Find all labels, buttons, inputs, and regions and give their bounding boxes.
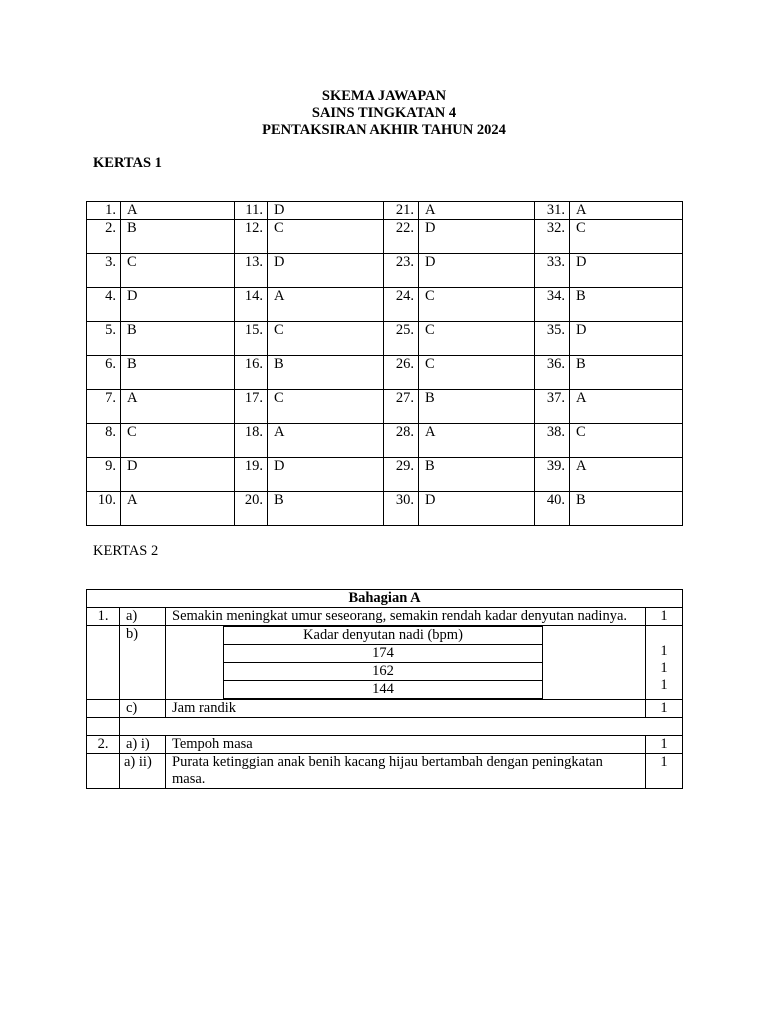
question-number: 7. xyxy=(87,390,121,424)
bahagian-a-table xyxy=(86,589,683,789)
question-number: 40. xyxy=(535,492,570,526)
question-number: 34. xyxy=(535,288,570,322)
answer-letter: B xyxy=(570,492,683,526)
question-number: 17. xyxy=(235,390,268,424)
answer-letter: C xyxy=(268,322,384,356)
answer-letter: B xyxy=(570,288,683,322)
pulse-rate-header: Kadar denyutan nadi (bpm) xyxy=(224,627,543,645)
table-row xyxy=(87,356,683,390)
table-row xyxy=(87,492,683,526)
question-number: 20. xyxy=(235,492,268,526)
question-number: 2. xyxy=(87,736,120,754)
answer-letter: D xyxy=(419,492,535,526)
marks-cell xyxy=(646,626,683,700)
answer-letter: C xyxy=(570,424,683,458)
table-row xyxy=(87,202,683,220)
table-row xyxy=(87,220,683,254)
question-number: 21. xyxy=(384,202,419,220)
question-number: 11. xyxy=(235,202,268,220)
answer-letter: C xyxy=(121,254,235,288)
question-number: 22. xyxy=(384,220,419,254)
header-assessment: PENTAKSIRAN AKHIR TAHUN 2024 xyxy=(262,122,506,138)
table-row xyxy=(87,254,683,288)
answer-letter: B xyxy=(121,356,235,390)
spacer-row xyxy=(87,718,683,736)
question-number: 1. xyxy=(87,202,121,220)
question-number: 19. xyxy=(235,458,268,492)
kertas1-answer-table xyxy=(86,201,683,526)
answer-letter: B xyxy=(570,356,683,390)
answer-letter: D xyxy=(570,254,683,288)
answer-text: Purata ketinggian anak benih kacang hijau bertambah dengan peningkatan masa. xyxy=(166,754,646,789)
answer-letter: A xyxy=(570,202,683,220)
question-number: 12. xyxy=(235,220,268,254)
table-row xyxy=(87,458,683,492)
answer-text: Tempoh masa xyxy=(166,736,646,754)
question-number: 39. xyxy=(535,458,570,492)
question-number: 30. xyxy=(384,492,419,526)
question-number: 36. xyxy=(535,356,570,390)
question-number: 33. xyxy=(535,254,570,288)
question-number: 38. xyxy=(535,424,570,458)
question-number: 27. xyxy=(384,390,419,424)
mark: 1 xyxy=(646,608,683,626)
answer-letter: C xyxy=(570,220,683,254)
pulse-rate-table xyxy=(223,626,543,699)
kertas1-title: KERTAS 1 xyxy=(93,155,162,171)
section-title: Bahagian A xyxy=(87,590,683,608)
question-number: 9. xyxy=(87,458,121,492)
mark: 1 xyxy=(646,736,683,754)
answer-text: Jam randik xyxy=(166,700,646,718)
answer-letter: D xyxy=(268,202,384,220)
document-header xyxy=(0,88,768,139)
question-number: 37. xyxy=(535,390,570,424)
question-number: 31. xyxy=(535,202,570,220)
answer-letter: B xyxy=(121,322,235,356)
answer-letter: D xyxy=(570,322,683,356)
question-number: 8. xyxy=(87,424,121,458)
question-number: 3. xyxy=(87,254,121,288)
question-number: 4. xyxy=(87,288,121,322)
question-number: 13. xyxy=(235,254,268,288)
answer-letter: B xyxy=(419,390,535,424)
answer-letter: A xyxy=(121,202,235,220)
sub-question-label: a) i) xyxy=(120,736,166,754)
header-title: SKEMA JAWAPAN xyxy=(321,88,447,104)
answer-letter: C xyxy=(419,322,535,356)
answer-letter: B xyxy=(121,220,235,254)
answer-letter: C xyxy=(121,424,235,458)
question-number: 1. xyxy=(87,608,120,626)
question-number: 2. xyxy=(87,220,121,254)
answer-letter: C xyxy=(268,390,384,424)
table-row xyxy=(87,424,683,458)
sub-question-label: c) xyxy=(120,700,166,718)
question-number: 24. xyxy=(384,288,419,322)
answer-letter: C xyxy=(419,288,535,322)
answer-letter: D xyxy=(268,254,384,288)
question-number: 15. xyxy=(235,322,268,356)
question-number: 18. xyxy=(235,424,268,458)
question-number: 26. xyxy=(384,356,419,390)
sub-question-label: a) ii) xyxy=(120,754,166,789)
mark: 1 xyxy=(660,677,668,693)
table-row xyxy=(87,322,683,356)
answer-letter: A xyxy=(570,390,683,424)
answer-letter: A xyxy=(570,458,683,492)
pulse-rate-value: 174 xyxy=(224,645,543,663)
answer-letter: A xyxy=(268,424,384,458)
answer-letter: C xyxy=(419,356,535,390)
question-number: 25. xyxy=(384,322,419,356)
question-number: 6. xyxy=(87,356,121,390)
question-number: 10. xyxy=(87,492,121,526)
table-row xyxy=(87,390,683,424)
answer-letter: B xyxy=(268,492,384,526)
answer-letter: A xyxy=(121,492,235,526)
answer-letter: A xyxy=(419,202,535,220)
sub-question-label: b) xyxy=(120,626,166,700)
pulse-rate-value: 144 xyxy=(224,681,543,699)
answer-letter: C xyxy=(268,220,384,254)
answer-letter: A xyxy=(268,288,384,322)
table-row xyxy=(87,288,683,322)
question-number: 35. xyxy=(535,322,570,356)
table-row xyxy=(87,626,683,700)
question-number: 23. xyxy=(384,254,419,288)
header-subject: SAINS TINGKATAN 4 xyxy=(311,105,457,121)
answer-letter: D xyxy=(121,288,235,322)
answer-letter: A xyxy=(121,390,235,424)
question-number: 16. xyxy=(235,356,268,390)
answer-letter: D xyxy=(268,458,384,492)
question-number: 29. xyxy=(384,458,419,492)
kertas2-title: KERTAS 2 xyxy=(93,543,159,559)
question-number: 32. xyxy=(535,220,570,254)
answer-letter: D xyxy=(419,220,535,254)
answer-letter: D xyxy=(419,254,535,288)
mark: 1 xyxy=(660,660,668,676)
question-number: 28. xyxy=(384,424,419,458)
table-row xyxy=(87,754,683,789)
mark: 1 xyxy=(646,700,683,718)
table-row xyxy=(87,700,683,718)
answer-letter: D xyxy=(121,458,235,492)
answer-letter: B xyxy=(419,458,535,492)
answer-text: Semakin meningkat umur seseorang, semakin rendah kadar denyutan nadinya. xyxy=(166,608,646,626)
answer-letter: B xyxy=(268,356,384,390)
table-row xyxy=(87,736,683,754)
table-row xyxy=(87,608,683,626)
section-title-row xyxy=(87,590,683,608)
question-number: 14. xyxy=(235,288,268,322)
pulse-rate-value: 162 xyxy=(224,663,543,681)
sub-question-label: a) xyxy=(120,608,166,626)
answer-letter: A xyxy=(419,424,535,458)
mark: 1 xyxy=(660,643,668,659)
question-number: 5. xyxy=(87,322,121,356)
mark: 1 xyxy=(646,754,683,789)
